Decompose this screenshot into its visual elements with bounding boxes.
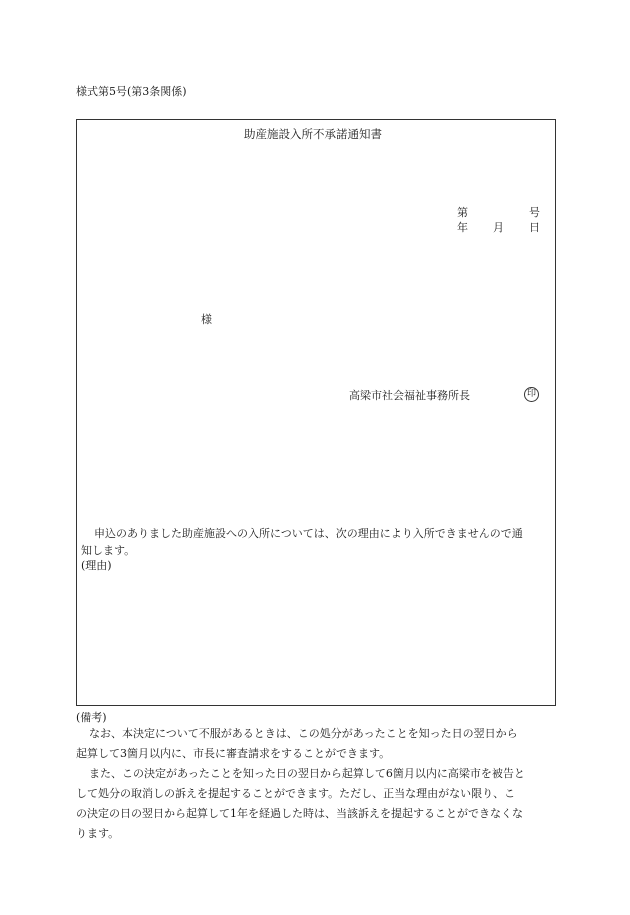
remarks-line: して処分の取消しの訴えを提起することができます。ただし、正当な理由がない限り、こ: [76, 787, 516, 800]
remarks-line: ります。: [76, 827, 120, 840]
notice-form: [76, 119, 556, 706]
addressee-suffix: 様: [201, 313, 212, 326]
seal-mark: 印: [524, 387, 539, 402]
remarks-heading: (備考): [76, 711, 107, 724]
remarks-line: の決定の日の翌日から起算して1年を経過した時は、当該訴えを提起することができなくな: [76, 807, 523, 820]
sender-name: 高梁市社会福祉事務所長: [349, 389, 470, 402]
remarks-line: 起算して3箇月以内に、市長に審査請求をすることができます。: [76, 747, 391, 760]
date-month: 月: [493, 221, 504, 234]
number-suffix: 号: [529, 206, 540, 219]
number-prefix: 第: [457, 206, 468, 219]
date-day: 日: [529, 221, 540, 234]
remarks-line: なお、本決定について不服があるときは、この処分があったことを知った日の翌日から: [89, 727, 518, 740]
date-year: 年: [457, 221, 468, 234]
form-number-label: 様式第5号(第3条関係): [76, 85, 187, 98]
notice-body-line: 知します。: [81, 544, 136, 557]
notice-body-line: 申込のありました助産施設への入所については、次の理由により入所できませんので通: [94, 527, 523, 540]
document-title: 助産施設入所不承諾通知書: [244, 127, 382, 141]
reason-label: (理由): [81, 559, 112, 572]
remarks-line: また、この決定があったことを知った日の翌日から起算して6箇月以内に高梁市を被告と: [89, 767, 525, 780]
